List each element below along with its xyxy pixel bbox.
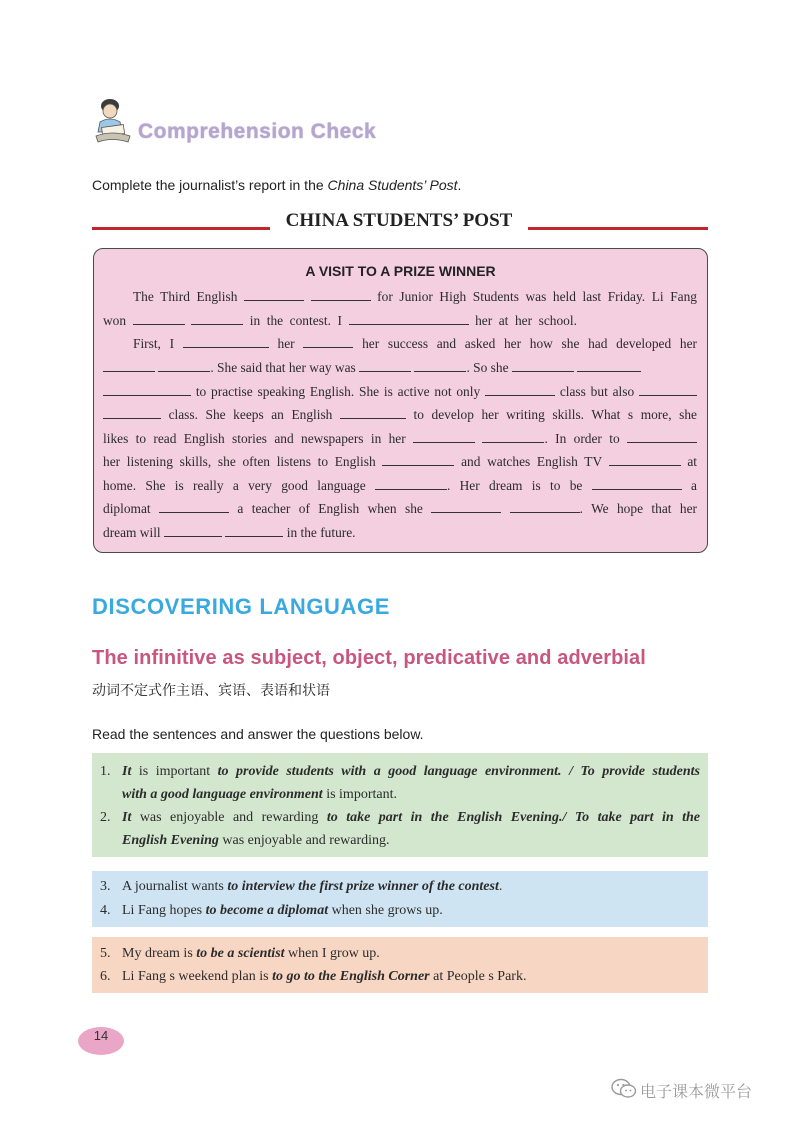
article-title: A VISIT TO A PRIZE WINNER xyxy=(305,263,496,279)
answer-blank[interactable] xyxy=(340,406,406,419)
wechat-icon xyxy=(611,1078,637,1100)
article-line: home. She is really a very good language . Her dream is to be a xyxy=(103,478,697,493)
read-instruction: Read the sentences and answer the questions below. xyxy=(92,726,424,742)
answer-blank[interactable] xyxy=(510,500,580,513)
answer-blank[interactable] xyxy=(382,453,454,466)
article-line: likes to read English stories and newspapers in her . In order to xyxy=(103,430,697,450)
article-line: First, I her her success and asked her how she had developed her xyxy=(133,336,697,351)
answer-blank[interactable] xyxy=(413,430,475,443)
article-line: diplomat a teacher of English when she . We hope that her xyxy=(103,501,697,516)
page-number: 14 xyxy=(93,1028,109,1043)
section-title: Comprehension Check xyxy=(138,120,377,143)
answer-blank[interactable] xyxy=(244,288,304,301)
example-sentence-1: 1. It is important to provide students with a good language environment. / To provide students xyxy=(100,764,700,779)
answer-blank[interactable] xyxy=(592,477,682,490)
example-sentence-4: 4. Li Fang hopes to become a diplomat when she grows up. xyxy=(100,903,443,918)
answer-blank[interactable] xyxy=(225,524,283,537)
answer-blank[interactable] xyxy=(414,359,466,372)
answer-blank[interactable] xyxy=(485,383,555,396)
answer-blank[interactable] xyxy=(609,453,681,466)
example-sentence-6: 6. Li Fang s weekend plan is to go to the English Corner at People s Park. xyxy=(100,969,527,984)
answer-blank[interactable] xyxy=(482,430,544,443)
watermark-text: 电子课本微平台 xyxy=(640,1084,753,1101)
article-line: . She said that her way was . So she xyxy=(103,359,697,379)
answer-blank[interactable] xyxy=(639,383,697,396)
newspaper-name: CHINA STUDENTS’ POST xyxy=(285,210,513,231)
example-sentence-5: 5. My dream is to be a scientist when I grow up. xyxy=(100,946,380,961)
answer-blank[interactable] xyxy=(311,288,371,301)
example-sentence-2: 2. It was enjoyable and rewarding to take part in the English Evening./ To take part in the xyxy=(100,810,700,825)
article-line: class. She keeps an English to develop her writing skills. What s more, she xyxy=(103,406,697,426)
answer-blank[interactable] xyxy=(375,477,447,490)
article-line: The Third English for Junior High Students was held last Friday. Li Fang xyxy=(133,289,697,304)
banner-rule-right xyxy=(528,227,708,230)
answer-blank[interactable] xyxy=(158,359,210,372)
grammar-heading-chinese: 动词不定式作主语、宾语、表语和状语 xyxy=(92,682,330,698)
instruction-text: Complete the journalist’s report in the China Students’ Post. xyxy=(92,177,462,193)
answer-blank[interactable] xyxy=(577,359,641,372)
example-sentence-1-cont: with a good language environment is important. xyxy=(122,787,397,802)
banner-rule-left xyxy=(92,227,270,230)
example-sentence-3: 3. A journalist wants to interview the first prize winner of the contest. xyxy=(100,879,503,894)
article-line: her listening skills, she often listens to English and watches English TV at xyxy=(103,454,697,469)
answer-blank[interactable] xyxy=(627,430,697,443)
answer-blank[interactable] xyxy=(183,335,269,348)
answer-blank[interactable] xyxy=(103,406,161,419)
article-line: to practise speaking English. She is active not only class but also xyxy=(103,383,697,403)
answer-blank[interactable] xyxy=(164,524,222,537)
answer-blank[interactable] xyxy=(303,335,353,348)
article-line: won in the contest. I her at her school. xyxy=(103,313,577,328)
example-sentence-2-cont: English Evening was enjoyable and rewarding. xyxy=(122,833,390,848)
answer-blank[interactable] xyxy=(359,359,411,372)
grammar-heading: The infinitive as subject, object, predicative and adverbial xyxy=(92,647,646,669)
answer-blank[interactable] xyxy=(512,359,574,372)
answer-blank[interactable] xyxy=(103,359,155,372)
answer-blank[interactable] xyxy=(191,312,243,325)
answer-blank[interactable] xyxy=(133,312,185,325)
discovering-language-heading: DISCOVERING LANGUAGE xyxy=(92,594,391,619)
reading-student-icon xyxy=(92,96,134,144)
article-line: dream will in the future. xyxy=(103,525,356,540)
answer-blank[interactable] xyxy=(159,500,229,513)
answer-blank[interactable] xyxy=(431,500,501,513)
answer-blank[interactable] xyxy=(103,383,191,396)
answer-blank[interactable] xyxy=(349,312,469,325)
